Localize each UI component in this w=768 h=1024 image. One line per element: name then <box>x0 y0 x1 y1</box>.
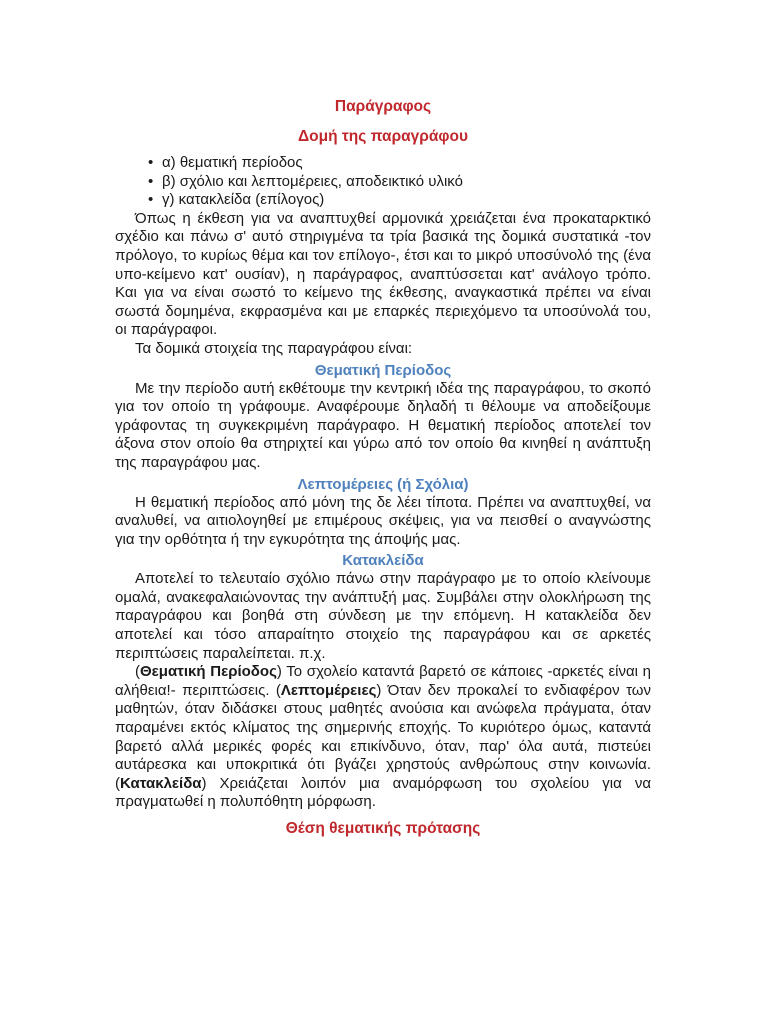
example-label-thematic: Θεματική Περίοδος <box>140 663 277 681</box>
example-open-paren: ( <box>135 663 140 681</box>
example-text-conclusion: ) Χρειάζεται λοιπόν μια αναμόρφωση του σχολείου για να πραγματωθεί η πολυπόθητη μόρφωση. <box>115 774 651 811</box>
heading-thematic: Θεματική Περίοδος <box>314 361 452 379</box>
list-item: • α) θεματική περίοδος <box>148 154 651 173</box>
structure-list <box>115 154 651 210</box>
heading-details: Λεπτομέρειες (ή Σχόλια) <box>297 475 469 493</box>
example-open-paren-2: ( <box>115 774 120 792</box>
heading-conclusion: Κατακλείδα <box>342 552 424 570</box>
elements-intro: Τα δομικά στοιχεία της παραγράφου είναι: <box>135 339 413 357</box>
example-label-details: Λεπτομέρειες <box>280 681 377 699</box>
list-item: • γ) κατακλείδα (επίλογος) <box>148 191 651 210</box>
example-text-details: ) Όταν δεν προκαλεί το ενδιαφέρον των μαθητών, όταν διδάσκει στους μαθητές ανούσια και ανώφελα πράγματα, όταν παραμένει εκτός κλίματος της σημερινής εποχής. Το κυριότερο όμως, καταντά βαρετό αλλά μερικές φορές και επικίνδυνο, όταν, παρ' όλα αυτά, πιστεύει αυτάρεσκα και υποκριτικά ότι βγάζει χρηστούς ανθρώπους στην κοινωνία. <box>115 681 651 774</box>
list-item: • β) σχόλιο και λεπτομέρειες, αποδεικτικό υλικό <box>148 173 651 192</box>
intro-paragraph: Όπως η έκθεση για να αναπτυχθεί αρμονικά χρειάζεται ένα προκαταρκτικό σχέδιο και πάνω σ' αυτό στηριγμένα τα τρία βασικά της δομικά συστατικά -τον πρόλογο, το κυρίως θέμα και τον επίλογο-, έτσι και το μικρό υποσύνολό της (ένα υπο-κείμενο κατ' ουσίαν), η παράγραφος, αναπτύσσεται κατ' ανάλογο τρόπο. Και για να είναι σωστό το κείμενο της έκθεσης, αναγκαστικά πρέπει να είναι σωστά δομημένα, εκφρασμένα και με επαρκές περιεχόμενο τα υποσύνολά του, οι παράγραφοι. <box>115 209 651 339</box>
example-text-thematic: ) Το σχολείο καταντά βαρετό σε κάποιες -αρκετές είναι η αλήθεια!- περιπτώσεις. ( <box>115 663 651 699</box>
document-subtitle: Δομή της παραγράφου <box>297 128 468 145</box>
example-paragraph <box>115 663 651 812</box>
document-page <box>115 94 651 840</box>
document-title: Παράγραφος <box>334 98 432 115</box>
paragraph-conclusion: Αποτελεί το τελευταίο σχόλιο πάνω στην παράγραφο με το οποίο κλείνουμε ομαλά, ανακεφαλαιώνοντας την ανάπτυξή μας. Συμβάλει στην ολοκλήρωση της παραγράφου και βοηθά στη σύνδεση με την επόμενη. Η κατακλείδα δεν αποτελεί και τόσο απαραίτητο στοιχείο της παραγράφου και σε αρκετές περιπτώσεις παραλείπεται. π.χ. <box>115 570 651 662</box>
paragraph-thematic: Με την περίοδο αυτή εκθέτουμε την κεντρική ιδέα της παραγράφου, το σκοπό για τον οποίο τη γράφουμε. Αναφέρουμε δηλαδή τι θέλουμε να αποδείξουμε γράφοντας τη συγκεκριμένη παράγραφο. Η θεματική περίοδος αποτελεί τον άξονα στον οποίο θα στηριχτεί και γύρω από τον οποίο θα κινηθεί η ανάπτυξη της παραγράφου μας. <box>115 379 651 471</box>
next-section-heading: Θέση θεματικής πρότασης <box>285 820 481 837</box>
paragraph-details: Η θεματική περίοδος από μόνη της δε λέει τίποτα. Πρέπει να αναπτυχθεί, να αναλυθεί, να αιτιολογηθεί με επιμέρους σκέψεις, για να πεισθεί ο αναγνώστης για την ορθότητα ή την εγκυρότητα της άποψής μας. <box>115 493 651 548</box>
example-label-conclusion: Κατακλείδα <box>120 774 202 792</box>
